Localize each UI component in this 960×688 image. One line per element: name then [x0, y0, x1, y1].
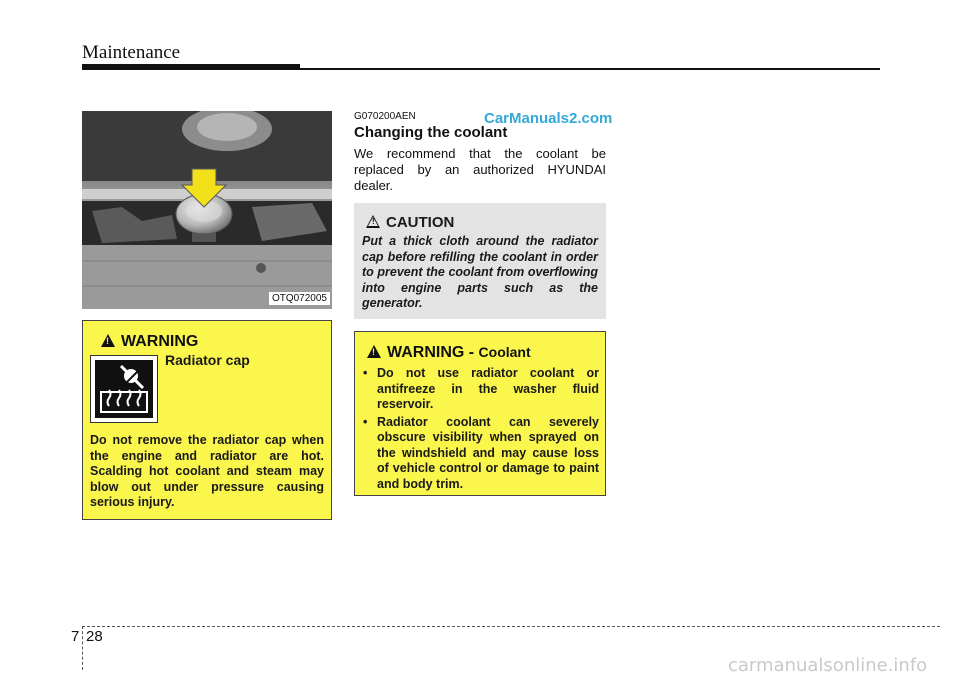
footer-rule [82, 626, 940, 627]
warning-box-coolant [354, 331, 606, 496]
warning-heading: !WARNING [101, 333, 198, 351]
list-item: • Radiator coolant can severely obscure visibility when sprayed on the windshield and may cause loss of vehicle control or damage to paint and body trim. [363, 414, 599, 491]
figure-label: OTQ072005 [82, 293, 332, 304]
footer-watermark[interactable]: carmanualsonline.info [728, 655, 928, 676]
header-bar [82, 64, 300, 70]
page-section-title: Maintenance [82, 42, 181, 63]
section-code: G070200AEN [354, 111, 416, 122]
section-heading: Changing the coolant [354, 124, 508, 141]
radiator-cap-illustration [82, 111, 332, 309]
caution-text: Put a thick cloth around the radiator cap before refilling the coolant in order to prevent the coolant from overflowing into engine parts such as the generator. [362, 234, 598, 310]
header-rule [300, 68, 880, 70]
list-item: • Do not use radiator coolant or antifreeze in the washer fluid reservoir. [363, 366, 599, 411]
warning-triangle-icon [101, 334, 115, 347]
hot-radiator-icon [90, 355, 158, 423]
warning-text: Do not remove the radiator cap when the engine and radiator are hot. Scalding hot coolant and steam may blow out under pressure causing serious injury. [90, 433, 324, 509]
caution-box [354, 203, 606, 319]
warning-box-radiator-cap [82, 320, 332, 520]
engine-bay-photo [82, 111, 332, 309]
warning-subheading: Radiator cap [165, 352, 250, 368]
watermark-text[interactable]: CarManuals2.com [484, 110, 613, 127]
warning-heading: !WARNING - Coolant [367, 344, 531, 362]
footer-divider [82, 626, 83, 670]
caution-heading: !CAUTION [366, 214, 454, 231]
warning-triangle-icon [367, 345, 381, 358]
warning-list [363, 366, 599, 492]
chapter-number: 7 [71, 628, 80, 645]
section-body: We recommend that the coolant be replaced by an authorized HYUNDAI dealer. [354, 146, 606, 193]
page-number: 28 [86, 628, 103, 645]
caution-triangle-icon [366, 215, 380, 228]
